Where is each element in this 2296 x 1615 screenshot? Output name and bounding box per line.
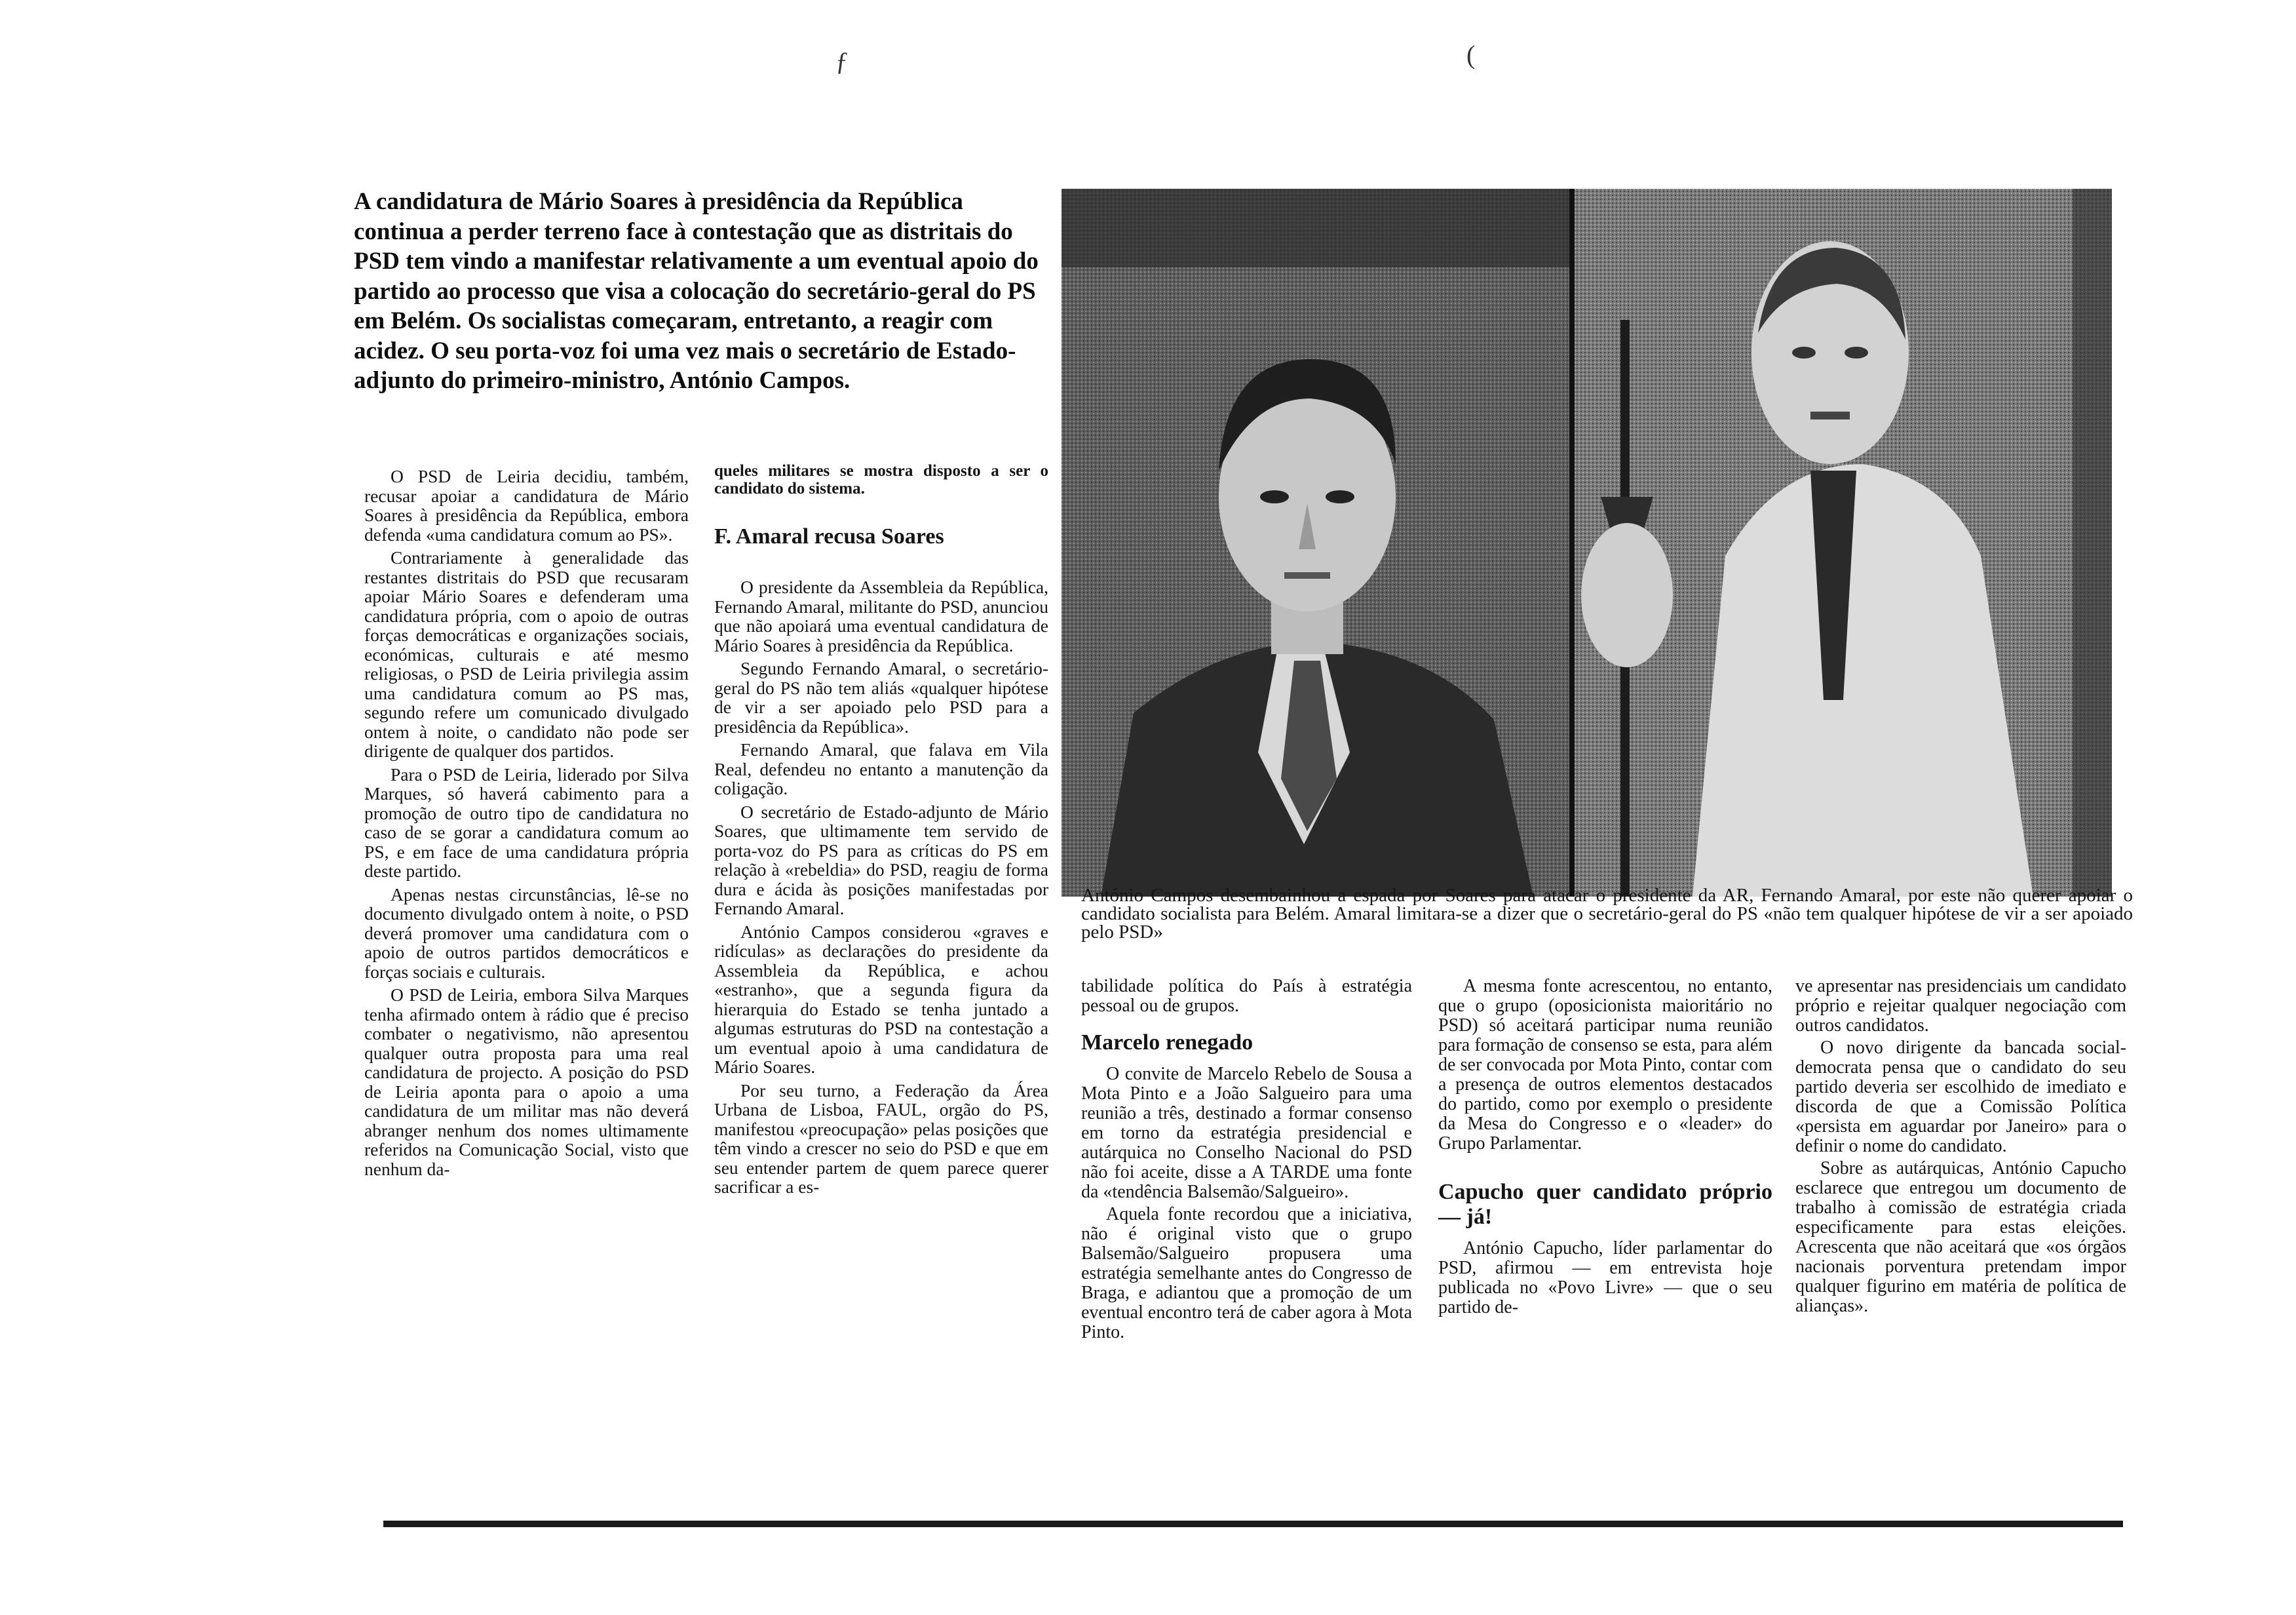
paragraph: O novo dirigente da bancada social-democrata pensa que o candidato do seu partido deveria ser escolhido de imediato e discorda de que a Comissão Política «persista em aguardar por Janeiro» para o definir o nome do candidato. [1795, 1038, 2126, 1156]
paragraph: Aquela fonte recordou que a iniciativa, não é original visto que o grupo Balsemão/Salgueiro propusera uma estratégia semelhante antes do Congresso de Braga, e adiantou que a promoção de um eventual encontro terá de caber agora à Mota Pinto. [1081, 1204, 1412, 1342]
photo-portrait-image [1062, 189, 1569, 897]
article-column-1 [364, 467, 689, 1182]
article-column-5 [1795, 977, 2126, 1319]
bottom-rule [383, 1521, 2123, 1527]
photo-antonio-campos [1062, 189, 1575, 897]
subheading-amaral: F. Amaral recusa Soares [714, 524, 944, 549]
paragraph: Segundo Fernando Amaral, o secretário-geral do PS não tem aliás «qualquer hipótese de vir a ser apoiado pelo PSD para a presidência da República». [714, 658, 1048, 737]
paragraph: ve apresentar nas presidenciais um candidato próprio e rejeitar qualquer negociação com outros candidatos. [1795, 976, 2126, 1036]
continued-text: queles militares se mostra disposto a ser o candidato do sistema. [714, 462, 1048, 497]
scan-mark-right: ( [1466, 40, 1476, 69]
paragraph: Sobre as autárquicas, António Capucho esclarece que entregou um documento de trabalho à comissão de estratégia criada especificamente para estas eleições. Acrescenta que não aceitará que «os órgãos nacionais porventura pretendam impor qualquer figurino em matéria de política de alianças». [1795, 1158, 2126, 1316]
paragraph: Contrariamente à generalidade das restantes distritais do PSD que recusaram apoiar Mário Soares e defenderam uma candidatura própria, com o apoio de outras forças democráticas e organizações sociais, económicas, culturais e até mesmo religiosas, o PSD de Leiria privilegia assim uma candidatura comum ao PS mas, segundo refere um comunicado divulgado ontem à noite, o candidato não pode ser dirigente de qualquer dos partidos. [364, 547, 689, 761]
paragraph: O presidente da Assembleia da República, Fernando Amaral, militante do PSD, anunciou que não apoiará uma eventual candidatura de Mário Soares à presidência da República. [714, 577, 1048, 655]
article-column-3 [1081, 977, 1412, 1345]
photo-fernando-amaral [1575, 189, 2112, 897]
paragraph: O convite de Marcelo Rebelo de Sousa a Mota Pinto e a João Salgueiro para uma reunião a três, destinado a formar consenso em torno da estratégia presidencial e autárquica no Conselho Nacional do PSD não foi aceite, disse a A TARDE uma fonte da «tendência Balsemão/Salgueiro». [1081, 1064, 1412, 1202]
paragraph: Por seu turno, a Federação da Área Urbana de Lisboa, FAUL, orgão do PS, manifestou «preocupação» pelas posições que têm vindo a crescer no seio do PSD e que em seu entender partem de quem parece querer sacrificar a es- [714, 1080, 1048, 1197]
lead-paragraph: A candidatura de Mário Soares à presidência da República continua a perder terreno face à contestação que as distritais do PSD tem vindo a manifestar relativamente a um eventual apoio do partido ao processo que visa a colocação do secretário-geral do PS em Belém. Os socialistas começaram, entretanto, a reagir com acidez. O seu porta-voz foi uma vez mais o secretário de Estado-adjunto do primeiro-ministro, António Campos. [354, 188, 1039, 394]
paragraph: António Capucho, líder parlamentar do PSD, afirmou — em entrevista hoje publicada no «Povo Livre» — que o seu partido de- [1438, 1238, 1772, 1317]
article-column-4 [1438, 977, 1772, 1320]
paragraph: António Campos considerou «graves e ridículas» as declarações do presidente da Assembleia da República, e achou «estranho», que a segunda figura da hierarquia do Estado se tenha juntado a algumas estruturas do PSD na contestação a um eventual apoio à uma candidatura de Mário Soares. [714, 921, 1048, 1077]
paragraph: Fernando Amaral, que falava em Vila Real, defendeu no entanto a manutenção da coligação. [714, 739, 1048, 798]
subheading-capucho: Capucho quer candidato próprio — já! [1438, 1180, 1772, 1229]
article-column-2 [714, 462, 1048, 1201]
paragraph: O PSD de Leiria decidiu, também, recusar apoiar a candidatura de Mário Soares à presidência da República, embora defenda «uma candidatura comum ao PS». [364, 466, 689, 545]
subheading-marcelo: Marcelo renegado [1081, 1030, 1253, 1055]
paragraph: A mesma fonte acrescentou, no entanto, que o grupo (oposicionista maioritário no PSD) só aceitará participar numa reunião para formação de consenso se esta, para além de ser convocada por Mota Pinto, contar com a presença de outros elementos destacados do partido, como por exemplo o presidente da Mesa do Congresso e o «leader» do Grupo Parlamentar. [1438, 976, 1772, 1154]
paragraph: O secretário de Estado-adjunto de Mário Soares, que ultimamente tem servido de porta-voz do PS para as críticas do PS em relação à «rebeldia» do PSD, reagiu de forma dura e ácida às posições manifestadas por Fernando Amaral. [714, 801, 1048, 918]
paragraph: Para o PSD de Leiria, liderado por Silva Marques, só haverá cabimento para a promoção de outro tipo de candidatura no caso de se gorar a candidatura comum ao PS, e em face de uma candidatura própria deste partido. [364, 764, 689, 881]
continued-text: tabilidade política do País à estratégia pessoal ou de grupos. [1081, 976, 1412, 1016]
scan-mark-left: ƒ [835, 47, 849, 76]
paragraph: Apenas nestas circunstâncias, lê-se no documento divulgado ontem à noite, o PSD deverá promover uma candidatura com o apoio de outros partidos democráticos e forças sociais e culturais. [364, 884, 689, 982]
photo-caption: António Campos desembainhou a espada por Soares para atacar o presidente da AR, Fernando Amaral, por este não querer apoiar o candidato socialista para Belém. Amaral limitara-se a dizer que o secretário-geral do PS «não tem qualquer hipótese de vir a ser apoiado pelo PSD» [1081, 885, 2133, 943]
paragraph: O PSD de Leiria, embora Silva Marques tenha afirmado ontem à rádio que é preciso combater o negativismo, não apresentou qualquer outra proposta para uma real candidatura de projecto. A posição do PSD de Leiria aponta para o apoio a uma candidatura de um militar mas não deverá abranger nenhum dos nomes ultimamente referidos na Comunicação Social, visto que nenhum da- [364, 984, 689, 1179]
photo-speaker-image [1575, 189, 2112, 897]
